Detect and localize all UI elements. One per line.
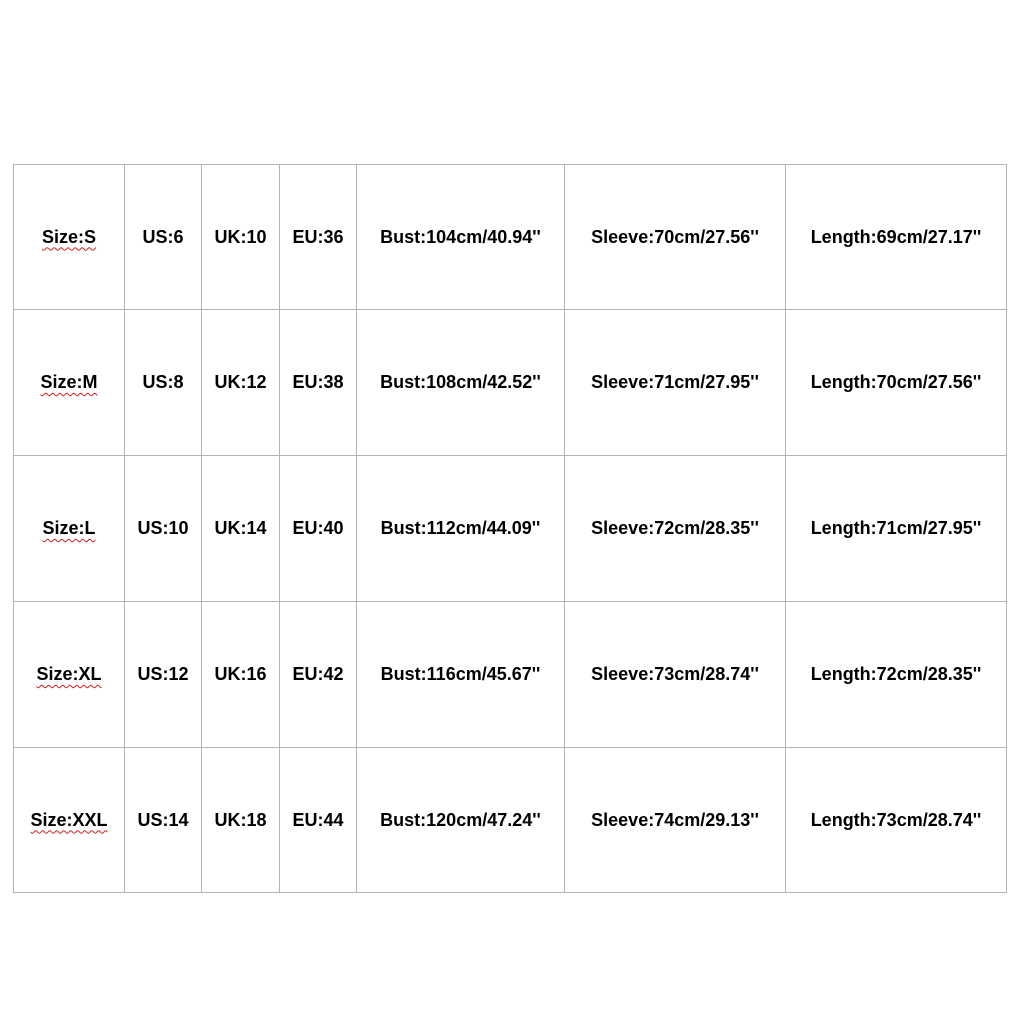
eu-size-cell: EU:42 <box>280 602 357 748</box>
length-cell: Length:73cm/28.74'' <box>786 748 1007 893</box>
us-size-cell: US:8 <box>125 310 202 456</box>
uk-size-cell: UK:16 <box>202 602 280 748</box>
size-label: Size:XL <box>36 664 102 684</box>
table-row <box>14 456 1007 602</box>
length-cell: Length:72cm/28.35'' <box>786 602 1007 748</box>
sleeve-cell: Sleeve:70cm/27.56'' <box>565 165 786 310</box>
eu-size-cell: EU:36 <box>280 165 357 310</box>
bust-cell: Bust:104cm/40.94'' <box>357 165 565 310</box>
bust-cell: Bust:120cm/47.24'' <box>357 748 565 893</box>
size-cell <box>14 310 125 456</box>
eu-size-cell: EU:44 <box>280 748 357 893</box>
uk-size-cell: UK:14 <box>202 456 280 602</box>
uk-size-cell: UK:18 <box>202 748 280 893</box>
length-cell: Length:71cm/27.95'' <box>786 456 1007 602</box>
sleeve-cell: Sleeve:74cm/29.13'' <box>565 748 786 893</box>
uk-size-cell: UK:10 <box>202 165 280 310</box>
us-size-cell: US:10 <box>125 456 202 602</box>
table-row <box>14 165 1007 310</box>
size-cell <box>14 456 125 602</box>
sleeve-cell: Sleeve:71cm/27.95'' <box>565 310 786 456</box>
size-cell <box>14 165 125 310</box>
sleeve-cell: Sleeve:72cm/28.35'' <box>565 456 786 602</box>
table-row <box>14 602 1007 748</box>
us-size-cell: US:14 <box>125 748 202 893</box>
eu-size-cell: EU:40 <box>280 456 357 602</box>
us-size-cell: US:12 <box>125 602 202 748</box>
size-label: Size:L <box>42 518 96 538</box>
size-cell <box>14 602 125 748</box>
bust-cell: Bust:116cm/45.67'' <box>357 602 565 748</box>
length-cell: Length:69cm/27.17'' <box>786 165 1007 310</box>
bust-cell: Bust:108cm/42.52'' <box>357 310 565 456</box>
us-size-cell: US:6 <box>125 165 202 310</box>
table-row <box>14 310 1007 456</box>
size-label: Size:S <box>41 226 97 247</box>
length-cell: Length:70cm/27.56'' <box>786 310 1007 456</box>
size-label: Size:XXL <box>30 809 108 830</box>
bust-cell: Bust:112cm/44.09'' <box>357 456 565 602</box>
size-cell <box>14 748 125 893</box>
table-row <box>14 748 1007 893</box>
size-chart-table <box>13 164 1007 893</box>
uk-size-cell: UK:12 <box>202 310 280 456</box>
sleeve-cell: Sleeve:73cm/28.74'' <box>565 602 786 748</box>
eu-size-cell: EU:38 <box>280 310 357 456</box>
size-label: Size:M <box>40 372 98 392</box>
